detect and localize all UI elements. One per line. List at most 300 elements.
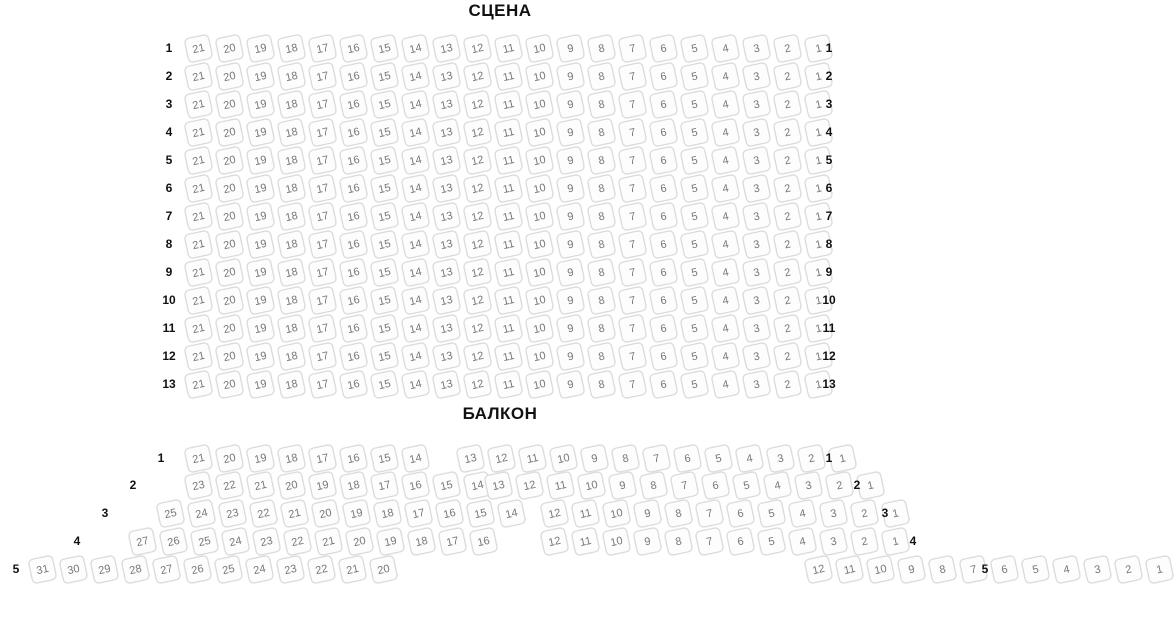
seat[interactable]: 8 — [664, 527, 694, 557]
seat[interactable]: 8 — [587, 202, 617, 232]
seat[interactable]: 14 — [401, 34, 431, 64]
seat[interactable]: 16 — [339, 62, 369, 92]
seat[interactable]: 17 — [308, 34, 338, 64]
seat[interactable]: 26 — [159, 527, 189, 557]
seat[interactable]: 16 — [469, 527, 499, 557]
seat[interactable]: 8 — [587, 342, 617, 372]
seat[interactable]: 1 — [804, 34, 834, 64]
seat[interactable]: 7 — [670, 471, 700, 501]
seat[interactable]: 2 — [773, 62, 803, 92]
seat[interactable]: 2 — [1114, 555, 1144, 585]
seat[interactable]: 14 — [401, 90, 431, 120]
seat[interactable]: 8 — [928, 555, 958, 585]
seat[interactable]: 1 — [804, 286, 834, 316]
seat[interactable]: 31 — [28, 555, 58, 585]
seat[interactable]: 17 — [308, 342, 338, 372]
seat[interactable]: 13 — [432, 370, 462, 400]
seat[interactable]: 19 — [308, 471, 338, 501]
seat[interactable]: 5 — [732, 471, 762, 501]
seat[interactable]: 9 — [633, 527, 663, 557]
seat[interactable]: 8 — [587, 174, 617, 204]
seat[interactable]: 17 — [308, 174, 338, 204]
seat[interactable]: 25 — [214, 555, 244, 585]
seat[interactable]: 19 — [246, 34, 276, 64]
seat[interactable]: 7 — [642, 444, 672, 474]
seat[interactable]: 18 — [277, 62, 307, 92]
seat[interactable]: 5 — [757, 499, 787, 529]
seat[interactable]: 6 — [649, 118, 679, 148]
seat[interactable]: 6 — [649, 286, 679, 316]
seat[interactable]: 6 — [649, 62, 679, 92]
seat[interactable]: 11 — [494, 286, 524, 316]
seat[interactable]: 10 — [525, 90, 555, 120]
seat[interactable]: 11 — [494, 146, 524, 176]
seat[interactable]: 11 — [835, 555, 865, 585]
seat[interactable]: 12 — [804, 555, 834, 585]
seat[interactable]: 14 — [401, 314, 431, 344]
seat[interactable]: 21 — [184, 118, 214, 148]
seat[interactable]: 20 — [215, 258, 245, 288]
seat[interactable]: 12 — [463, 370, 493, 400]
seat[interactable]: 12 — [540, 499, 570, 529]
seat[interactable]: 18 — [339, 471, 369, 501]
seat[interactable]: 12 — [463, 258, 493, 288]
seat[interactable]: 1 — [804, 146, 834, 176]
seat[interactable]: 8 — [611, 444, 641, 474]
seat[interactable]: 16 — [339, 90, 369, 120]
seat[interactable]: 7 — [618, 174, 648, 204]
seat[interactable]: 10 — [602, 499, 632, 529]
seat[interactable]: 18 — [277, 314, 307, 344]
seat[interactable]: 13 — [456, 444, 486, 474]
seat[interactable]: 17 — [308, 444, 338, 474]
seat[interactable]: 7 — [618, 258, 648, 288]
seat[interactable]: 6 — [649, 146, 679, 176]
seat[interactable]: 18 — [407, 527, 437, 557]
seat[interactable]: 23 — [218, 499, 248, 529]
seat[interactable]: 20 — [215, 202, 245, 232]
seat[interactable]: 15 — [370, 118, 400, 148]
seat[interactable]: 4 — [735, 444, 765, 474]
seat[interactable]: 2 — [773, 230, 803, 260]
seat[interactable]: 13 — [432, 258, 462, 288]
seat[interactable]: 19 — [246, 258, 276, 288]
seat[interactable]: 1 — [804, 314, 834, 344]
seat[interactable]: 5 — [1021, 555, 1051, 585]
seat[interactable]: 9 — [556, 342, 586, 372]
seat[interactable]: 3 — [742, 62, 772, 92]
seat[interactable]: 21 — [184, 230, 214, 260]
seat[interactable]: 2 — [773, 258, 803, 288]
seat[interactable]: 30 — [59, 555, 89, 585]
seat[interactable]: 15 — [432, 471, 462, 501]
seat[interactable]: 7 — [618, 118, 648, 148]
seat[interactable]: 9 — [580, 444, 610, 474]
seat[interactable]: 8 — [587, 286, 617, 316]
seat[interactable]: 15 — [370, 370, 400, 400]
seat[interactable]: 18 — [277, 258, 307, 288]
seat[interactable]: 15 — [370, 62, 400, 92]
seat[interactable]: 2 — [850, 527, 880, 557]
seat[interactable]: 19 — [246, 370, 276, 400]
seat[interactable]: 20 — [215, 314, 245, 344]
seat[interactable]: 14 — [401, 342, 431, 372]
seat[interactable]: 9 — [897, 555, 927, 585]
seat[interactable]: 12 — [463, 230, 493, 260]
seat[interactable]: 14 — [497, 499, 527, 529]
seat[interactable]: 3 — [742, 342, 772, 372]
seat[interactable]: 14 — [401, 202, 431, 232]
seat[interactable]: 18 — [277, 90, 307, 120]
seat[interactable]: 14 — [401, 370, 431, 400]
seat[interactable]: 10 — [549, 444, 579, 474]
seat[interactable]: 8 — [639, 471, 669, 501]
seat[interactable]: 1 — [804, 118, 834, 148]
seat[interactable]: 5 — [680, 146, 710, 176]
seat[interactable]: 11 — [494, 370, 524, 400]
seat[interactable]: 20 — [215, 34, 245, 64]
seat[interactable]: 27 — [152, 555, 182, 585]
seat[interactable]: 7 — [618, 286, 648, 316]
seat[interactable]: 1 — [804, 90, 834, 120]
seat[interactable]: 9 — [556, 314, 586, 344]
seat[interactable]: 9 — [556, 286, 586, 316]
seat[interactable]: 4 — [711, 34, 741, 64]
seat[interactable]: 1 — [881, 499, 911, 529]
seat[interactable]: 4 — [711, 90, 741, 120]
seat[interactable]: 3 — [819, 499, 849, 529]
seat[interactable]: 18 — [277, 286, 307, 316]
seat[interactable]: 21 — [184, 314, 214, 344]
seat[interactable]: 20 — [215, 230, 245, 260]
seat[interactable]: 18 — [277, 444, 307, 474]
seat[interactable]: 12 — [463, 314, 493, 344]
seat[interactable]: 18 — [373, 499, 403, 529]
seat[interactable]: 4 — [711, 286, 741, 316]
seat[interactable]: 23 — [276, 555, 306, 585]
seat[interactable]: 7 — [959, 555, 989, 585]
seat[interactable]: 6 — [649, 230, 679, 260]
seat[interactable]: 17 — [404, 499, 434, 529]
seat[interactable]: 8 — [587, 118, 617, 148]
seat[interactable]: 12 — [515, 471, 545, 501]
seat[interactable]: 6 — [649, 34, 679, 64]
seat[interactable]: 4 — [711, 62, 741, 92]
seat[interactable]: 11 — [494, 202, 524, 232]
seat[interactable]: 4 — [711, 230, 741, 260]
seat[interactable]: 12 — [463, 62, 493, 92]
seat[interactable]: 15 — [370, 342, 400, 372]
seat[interactable]: 19 — [246, 118, 276, 148]
seat[interactable]: 3 — [742, 286, 772, 316]
seat[interactable]: 19 — [342, 499, 372, 529]
seat[interactable]: 21 — [246, 471, 276, 501]
seat[interactable]: 6 — [649, 90, 679, 120]
seat[interactable]: 10 — [525, 230, 555, 260]
seat[interactable]: 10 — [602, 527, 632, 557]
seat[interactable]: 22 — [249, 499, 279, 529]
seat[interactable]: 1 — [804, 370, 834, 400]
seat[interactable]: 12 — [463, 90, 493, 120]
seat[interactable]: 3 — [742, 146, 772, 176]
seat[interactable]: 20 — [369, 555, 399, 585]
seat[interactable]: 16 — [435, 499, 465, 529]
seat[interactable]: 12 — [540, 527, 570, 557]
seat[interactable]: 13 — [432, 62, 462, 92]
seat[interactable]: 15 — [370, 314, 400, 344]
seat[interactable]: 11 — [494, 174, 524, 204]
seat[interactable]: 1 — [828, 444, 858, 474]
seat[interactable]: 5 — [680, 314, 710, 344]
seat[interactable]: 13 — [432, 286, 462, 316]
seat[interactable]: 10 — [525, 34, 555, 64]
seat[interactable]: 8 — [587, 90, 617, 120]
seat[interactable]: 1 — [804, 230, 834, 260]
seat[interactable]: 6 — [649, 342, 679, 372]
seat[interactable]: 2 — [773, 34, 803, 64]
seat[interactable]: 7 — [618, 370, 648, 400]
seat[interactable]: 3 — [742, 34, 772, 64]
seat[interactable]: 19 — [246, 202, 276, 232]
seat[interactable]: 16 — [339, 370, 369, 400]
seat[interactable]: 17 — [308, 258, 338, 288]
seat[interactable]: 24 — [245, 555, 275, 585]
seat[interactable]: 24 — [187, 499, 217, 529]
seat[interactable]: 2 — [773, 370, 803, 400]
seat[interactable]: 5 — [680, 174, 710, 204]
seat[interactable]: 11 — [494, 230, 524, 260]
seat[interactable]: 12 — [463, 118, 493, 148]
seat[interactable]: 1 — [804, 342, 834, 372]
seat[interactable]: 9 — [633, 499, 663, 529]
seat[interactable]: 13 — [432, 314, 462, 344]
seat[interactable]: 13 — [432, 342, 462, 372]
seat[interactable]: 20 — [215, 174, 245, 204]
seat[interactable]: 4 — [711, 370, 741, 400]
seat[interactable]: 19 — [246, 90, 276, 120]
seat[interactable]: 8 — [664, 499, 694, 529]
seat[interactable]: 12 — [463, 34, 493, 64]
seat[interactable]: 17 — [308, 62, 338, 92]
seat[interactable]: 15 — [370, 286, 400, 316]
seat[interactable]: 9 — [556, 230, 586, 260]
seat[interactable]: 11 — [546, 471, 576, 501]
seat[interactable]: 4 — [788, 499, 818, 529]
seat[interactable]: 11 — [518, 444, 548, 474]
seat[interactable]: 16 — [339, 342, 369, 372]
seat[interactable]: 21 — [184, 34, 214, 64]
seat[interactable]: 10 — [525, 118, 555, 148]
seat[interactable]: 3 — [1083, 555, 1113, 585]
seat[interactable]: 3 — [742, 230, 772, 260]
seat[interactable]: 21 — [338, 555, 368, 585]
seat[interactable]: 14 — [401, 258, 431, 288]
seat[interactable]: 13 — [432, 230, 462, 260]
seat[interactable]: 8 — [587, 230, 617, 260]
seat[interactable]: 14 — [401, 286, 431, 316]
seat[interactable]: 20 — [215, 62, 245, 92]
seat[interactable]: 29 — [90, 555, 120, 585]
seat[interactable]: 7 — [695, 499, 725, 529]
seat[interactable]: 2 — [773, 202, 803, 232]
seat[interactable]: 11 — [571, 499, 601, 529]
seat[interactable]: 12 — [463, 174, 493, 204]
seat[interactable]: 11 — [494, 62, 524, 92]
seat[interactable]: 9 — [556, 118, 586, 148]
seat[interactable]: 4 — [711, 174, 741, 204]
seat[interactable]: 2 — [825, 471, 855, 501]
seat[interactable]: 21 — [184, 342, 214, 372]
seat[interactable]: 16 — [339, 258, 369, 288]
seat[interactable]: 10 — [866, 555, 896, 585]
seat[interactable]: 2 — [773, 90, 803, 120]
seat[interactable]: 2 — [773, 118, 803, 148]
seat[interactable]: 9 — [556, 34, 586, 64]
seat[interactable]: 2 — [797, 444, 827, 474]
seat[interactable]: 21 — [314, 527, 344, 557]
seat[interactable]: 16 — [339, 34, 369, 64]
seat[interactable]: 19 — [246, 444, 276, 474]
seat[interactable]: 2 — [773, 286, 803, 316]
seat[interactable]: 7 — [618, 314, 648, 344]
seat[interactable]: 17 — [308, 146, 338, 176]
seat[interactable]: 12 — [463, 146, 493, 176]
seat[interactable]: 15 — [370, 444, 400, 474]
seat[interactable]: 6 — [649, 314, 679, 344]
seat[interactable]: 20 — [215, 90, 245, 120]
seat[interactable]: 17 — [308, 90, 338, 120]
seat[interactable]: 12 — [463, 202, 493, 232]
seat[interactable]: 13 — [432, 174, 462, 204]
seat[interactable]: 18 — [277, 174, 307, 204]
seat[interactable]: 21 — [184, 202, 214, 232]
seat[interactable]: 1 — [804, 174, 834, 204]
seat[interactable]: 14 — [401, 174, 431, 204]
seat[interactable]: 3 — [742, 118, 772, 148]
seat[interactable]: 13 — [484, 471, 514, 501]
seat[interactable]: 7 — [618, 230, 648, 260]
seat[interactable]: 6 — [726, 527, 756, 557]
seat[interactable]: 19 — [246, 62, 276, 92]
seat[interactable]: 19 — [246, 342, 276, 372]
seat[interactable]: 7 — [618, 342, 648, 372]
seat[interactable]: 16 — [339, 314, 369, 344]
seat[interactable]: 20 — [345, 527, 375, 557]
seat[interactable]: 4 — [711, 258, 741, 288]
seat[interactable]: 8 — [587, 258, 617, 288]
seat[interactable]: 11 — [494, 34, 524, 64]
seat[interactable]: 8 — [587, 146, 617, 176]
seat[interactable]: 14 — [401, 444, 431, 474]
seat[interactable]: 5 — [680, 286, 710, 316]
seat[interactable]: 10 — [525, 286, 555, 316]
seat[interactable]: 18 — [277, 202, 307, 232]
seat[interactable]: 13 — [432, 90, 462, 120]
seat[interactable]: 18 — [277, 342, 307, 372]
seat[interactable]: 9 — [556, 370, 586, 400]
seat[interactable]: 21 — [184, 286, 214, 316]
seat[interactable]: 14 — [463, 471, 493, 501]
seat[interactable]: 25 — [156, 499, 186, 529]
seat[interactable]: 15 — [370, 230, 400, 260]
seat[interactable]: 9 — [556, 146, 586, 176]
seat[interactable]: 15 — [370, 258, 400, 288]
seat[interactable]: 10 — [577, 471, 607, 501]
seat[interactable]: 6 — [726, 499, 756, 529]
seat[interactable]: 6 — [673, 444, 703, 474]
seat[interactable]: 17 — [308, 118, 338, 148]
seat[interactable]: 11 — [494, 118, 524, 148]
seat[interactable]: 8 — [587, 370, 617, 400]
seat[interactable]: 16 — [339, 118, 369, 148]
seat[interactable]: 15 — [370, 174, 400, 204]
seat[interactable]: 3 — [742, 314, 772, 344]
seat[interactable]: 16 — [339, 286, 369, 316]
seat[interactable]: 16 — [339, 174, 369, 204]
seat[interactable]: 10 — [525, 62, 555, 92]
seat[interactable]: 3 — [819, 527, 849, 557]
seat[interactable]: 3 — [742, 174, 772, 204]
seat[interactable]: 16 — [401, 471, 431, 501]
seat[interactable]: 11 — [494, 90, 524, 120]
seat[interactable]: 21 — [184, 62, 214, 92]
seat[interactable]: 18 — [277, 146, 307, 176]
seat[interactable]: 4 — [711, 118, 741, 148]
seat[interactable]: 8 — [587, 314, 617, 344]
seat[interactable]: 17 — [438, 527, 468, 557]
seat[interactable]: 2 — [773, 174, 803, 204]
seat[interactable]: 1 — [881, 527, 911, 557]
seat[interactable]: 27 — [128, 527, 158, 557]
seat[interactable]: 20 — [277, 471, 307, 501]
seat[interactable]: 16 — [339, 444, 369, 474]
seat[interactable]: 23 — [184, 471, 214, 501]
seat[interactable]: 6 — [649, 370, 679, 400]
seat[interactable]: 11 — [494, 314, 524, 344]
seat[interactable]: 13 — [432, 202, 462, 232]
seat[interactable]: 16 — [339, 230, 369, 260]
seat[interactable]: 24 — [221, 527, 251, 557]
seat[interactable]: 6 — [649, 174, 679, 204]
seat[interactable]: 20 — [215, 118, 245, 148]
seat[interactable]: 1 — [804, 202, 834, 232]
seat[interactable]: 1 — [804, 258, 834, 288]
seat[interactable]: 21 — [184, 174, 214, 204]
seat[interactable]: 16 — [339, 202, 369, 232]
seat[interactable]: 25 — [190, 527, 220, 557]
seat[interactable]: 5 — [704, 444, 734, 474]
seat[interactable]: 17 — [308, 202, 338, 232]
seat[interactable]: 2 — [773, 146, 803, 176]
seat[interactable]: 4 — [763, 471, 793, 501]
seat[interactable]: 17 — [308, 286, 338, 316]
seat[interactable]: 9 — [556, 90, 586, 120]
seat[interactable]: 7 — [695, 527, 725, 557]
seat[interactable]: 19 — [246, 146, 276, 176]
seat[interactable]: 4 — [711, 202, 741, 232]
seat[interactable]: 7 — [618, 146, 648, 176]
seat[interactable]: 10 — [525, 258, 555, 288]
seat[interactable]: 23 — [252, 527, 282, 557]
seat[interactable]: 20 — [215, 146, 245, 176]
seat[interactable]: 6 — [990, 555, 1020, 585]
seat[interactable]: 9 — [556, 258, 586, 288]
seat[interactable]: 15 — [370, 34, 400, 64]
seat[interactable]: 3 — [742, 202, 772, 232]
seat[interactable]: 9 — [608, 471, 638, 501]
seat[interactable]: 10 — [525, 174, 555, 204]
seat[interactable]: 11 — [494, 258, 524, 288]
